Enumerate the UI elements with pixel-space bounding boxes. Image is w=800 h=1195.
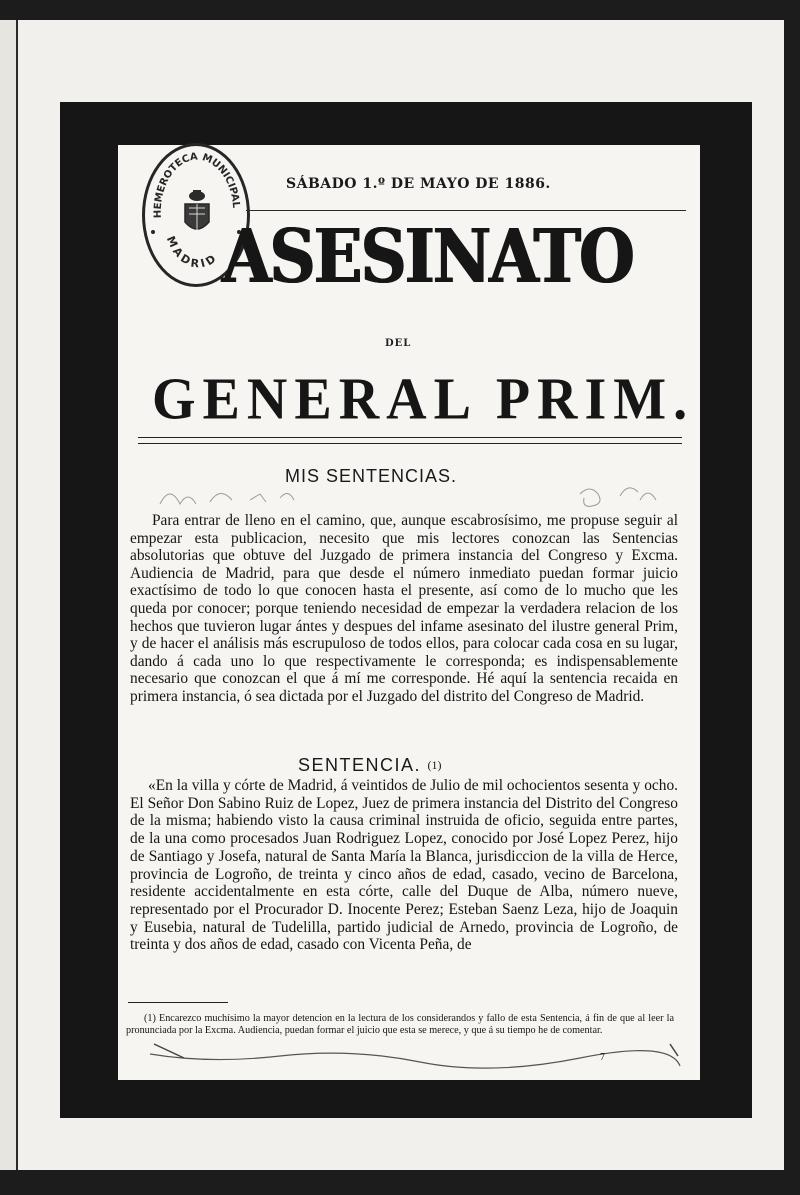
sentence-heading [298, 755, 442, 776]
sentence-heading-text: SENTENCIA. [298, 755, 422, 775]
title-connector: DEL [385, 338, 412, 349]
title-main: ASESINATO [222, 214, 633, 300]
previous-page-edge [0, 20, 18, 1170]
title-subject: GENERAL PRIM. [152, 366, 695, 432]
intro-paragraph [130, 512, 678, 706]
page-number: 7 [600, 1052, 605, 1063]
pencil-scribble-marks [150, 474, 670, 514]
footnote-reference: (1) [427, 758, 442, 772]
pencil-underline-marks [150, 1036, 690, 1076]
title-double-rule [138, 437, 682, 444]
stamp-top-text: HEMEROTECA MUNICIPAL [152, 151, 242, 219]
footnote-text: (1) Encarezco muchísimo la mayor detencion en la lectura de los considerandos y fallo de esta Sentencia, á fin de que al leer la pronunciada por la Excma. Audiencia, puedan formar el juicio que esta se merece, y que á su tiempo he de comentar. [126, 1013, 674, 1036]
sentence-paragraph [130, 777, 678, 954]
date-line: SÁBADO 1.º DE MAYO DE 1886. [286, 176, 551, 192]
footnote [126, 1013, 674, 1037]
footnote-rule [128, 1002, 228, 1003]
coat-of-arms-icon [185, 190, 209, 230]
sentence-paragraph-text: «En la villa y córte de Madrid, á veintidos de Julio de mil ochocientos sesenta y ocho. El Señor Don Sabino Ruiz de Lopez, Juez de primera instancia del Distrito del Congreso de la misma; habiendo visto la causa criminal instruida de oficio, seguida entre partes, de la una como procesados Juan Rodriguez Lopez, conocido por José Lopez Perez, hijo de Santiago y Josefa, natural de Santa María la Blanca, jurisdiccion de la villa de Herce, provincia de Logroño, de treinta y cinco años de edad, casado, vecino de Barcelona, residente accidentalmente en esta córte, calle del Duque de Alba, número nueve, representado por el Procurador D. Inocente Perez; Esteban Saenz Leza, hijo de Joaquin y Eusebia, natural de Tudelilla, partido judicial de Arnedo, provincia de Logroño, de treinta y dos años de edad, casado con Vicenta Peña, de [130, 777, 678, 954]
intro-paragraph-text: Para entrar de lleno en el camino, que, aunque escabrosísimo, me propuse seguir al empezar esta publicacion, necesito que mis lectores conozcan las Sentencias absolutorias que obtuve del Juzgado de primera instancia del Congreso y Excma. Audiencia de Madrid, para que desde el número inmediato puedan formar juicio exactísimo de todo lo que conocen hasta el presente, así como de lo mucho que les queda por conocer; porque teniendo necesidad de empezar la verdadera relacion de los hechos que tuvieron lugar ántes y despues del infame asesinato del ilustre general Prim, y de hacer el análisis más escrupuloso de todos ellos, para colocar cada cosa en su lugar, dando á cada uno lo que respectivamente le corresponda; es indispensablemente necesario que conozcan el que á mí me corresponde. Hé aquí la sentencia recaida en primera instancia, ó sea dictada por el Juzgado del distrito del Congreso de Madrid. [130, 512, 678, 705]
section-heading: MIS SENTENCIAS. [285, 466, 458, 486]
stamp-bottom-text: MADRID [163, 234, 221, 271]
header-rule [246, 210, 686, 211]
svg-text:MADRID [164, 234, 221, 270]
